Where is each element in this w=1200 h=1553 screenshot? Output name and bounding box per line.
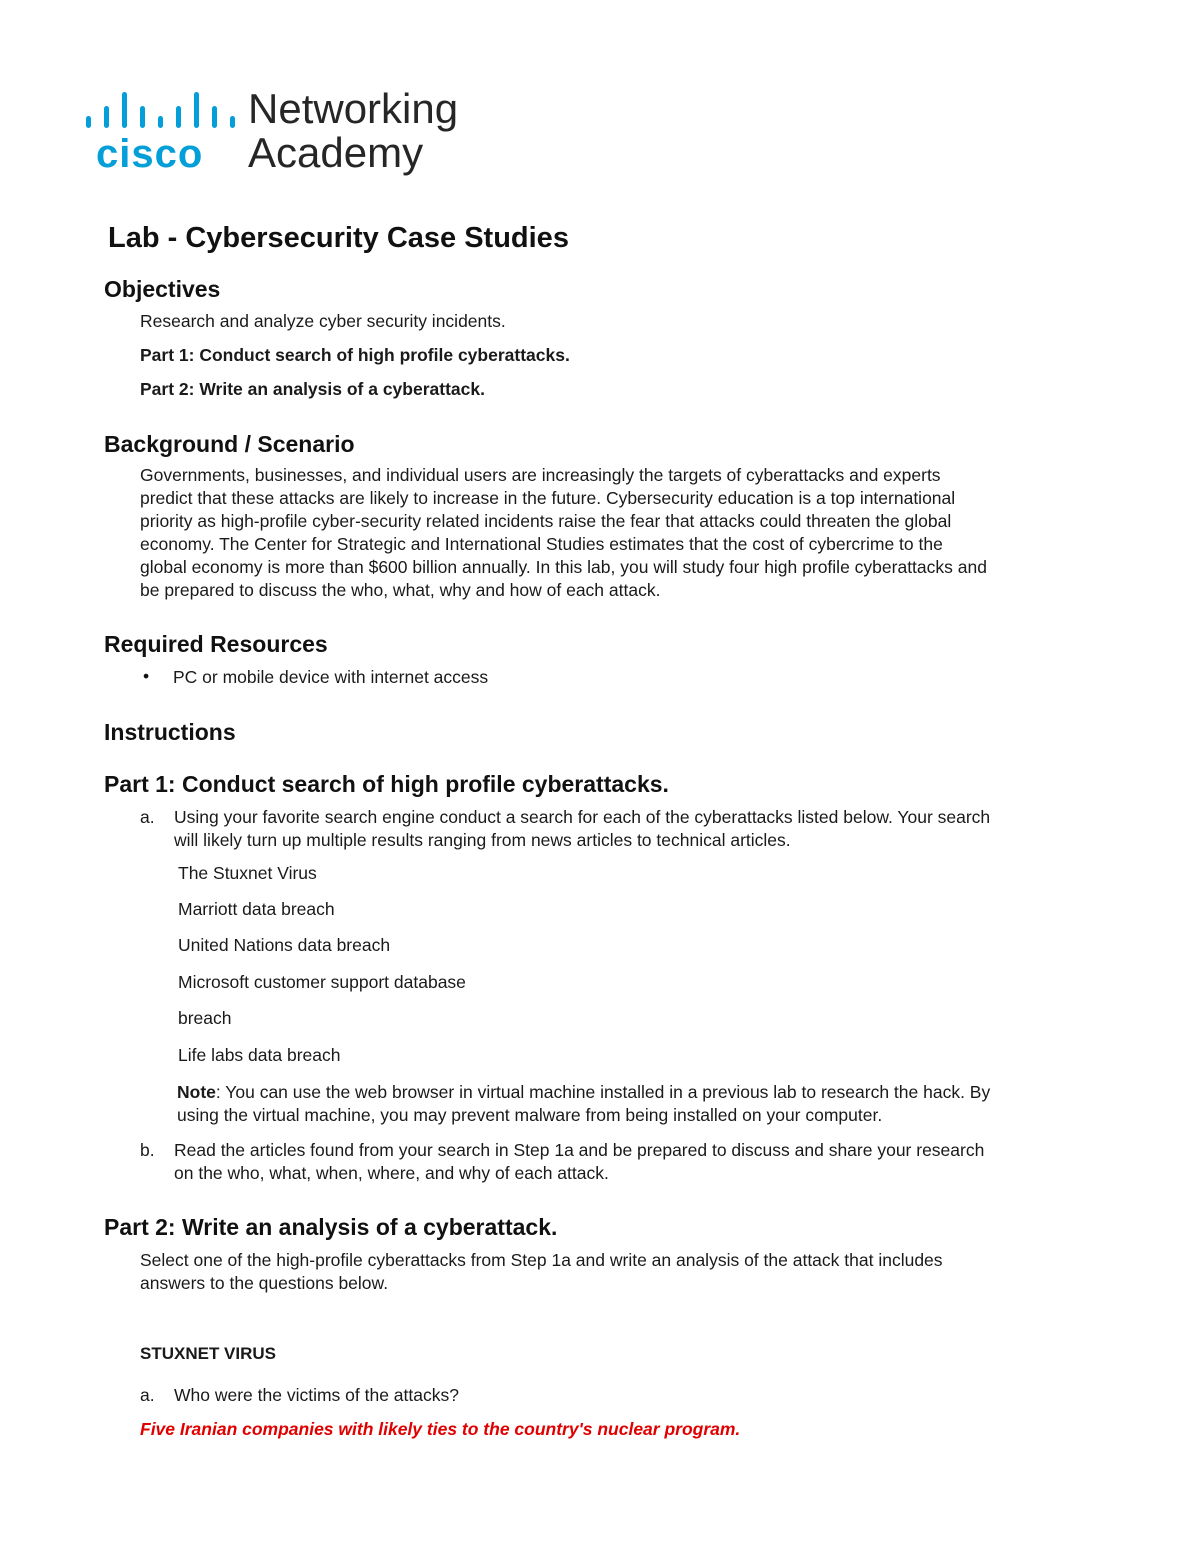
answer-text: Five Iranian companies with likely ties to the country's nuclear program. xyxy=(140,1419,741,1439)
part2-line: answers to the questions below. xyxy=(140,1273,389,1293)
background-line: economy. The Center for Strategic and International Studies estimates that the cost of cybercrime to the xyxy=(140,534,943,554)
attack-item: Microsoft customer support database xyxy=(178,972,466,992)
objectives-part2: Part 2: Write an analysis of a cyberattack. xyxy=(140,379,485,399)
step-b-marker: b. xyxy=(140,1140,155,1160)
attack-item: Life labs data breach xyxy=(178,1045,341,1065)
background-paragraph xyxy=(140,464,1100,602)
note-text: : You can use the web browser in virtual machine installed in a previous lab to research the hack. By xyxy=(215,1082,991,1102)
note-label: Note xyxy=(177,1082,216,1102)
step-b-text xyxy=(174,1139,1104,1185)
cisco-networking-academy-logo xyxy=(84,86,474,181)
resources-heading: Required Resources xyxy=(104,631,328,657)
question-text: Who were the victims of the attacks? xyxy=(174,1385,459,1405)
note-paragraph xyxy=(177,1081,1107,1127)
bullet-icon: • xyxy=(143,666,150,686)
attack-item: United Nations data breach xyxy=(178,935,391,955)
attack-item: Marriott data breach xyxy=(178,899,335,919)
step-a-line: will likely turn up multiple results ranging from news articles to technical articles. xyxy=(174,830,791,850)
step-b-line: Read the articles found from your search in Step 1a and be prepared to discuss and share your research xyxy=(174,1140,985,1160)
objectives-part1: Part 1: Conduct search of high profile cyberattacks. xyxy=(140,345,570,365)
part1-heading: Part 1: Conduct search of high profile cyberattacks. xyxy=(104,771,669,797)
step-b-line: on the who, what, when, where, and why of each attack. xyxy=(174,1163,609,1183)
background-line: Governments, businesses, and individual users are increasingly the targets of cyberattacks and experts xyxy=(140,465,941,485)
background-line: predict that these attacks are likely to increase in the future. Cybersecurity education is a top international xyxy=(140,488,956,508)
question-marker: a. xyxy=(140,1385,155,1405)
logo-line-networking: Networking xyxy=(248,85,459,132)
attack-item: The Stuxnet Virus xyxy=(178,863,317,883)
background-line: be prepared to discuss the who, what, why and how of each attack. xyxy=(140,580,661,600)
background-line: priority as high-profile cyber-security related incidents raise the fear that attacks could threaten the global xyxy=(140,511,952,531)
instructions-heading: Instructions xyxy=(104,719,236,745)
step-a-text xyxy=(174,806,1104,852)
background-line: global economy is more than $600 billion annually. In this lab, you will study four high profile cyberattacks and xyxy=(140,557,987,577)
cisco-bars-icon xyxy=(86,90,236,128)
step-a-marker: a. xyxy=(140,807,155,827)
resource-item: PC or mobile device with internet access xyxy=(173,667,489,687)
objectives-intro: Research and analyze cyber security incidents. xyxy=(140,311,506,331)
page-title: Lab - Cybersecurity Case Studies xyxy=(108,222,569,254)
objectives-heading: Objectives xyxy=(104,276,221,302)
attack-item: breach xyxy=(178,1008,232,1028)
note-text-line2: using the virtual machine, you may prevent malware from being installed on your computer. xyxy=(177,1105,883,1125)
part2-paragraph xyxy=(140,1249,1100,1295)
part2-heading: Part 2: Write an analysis of a cyberattack. xyxy=(104,1214,558,1240)
part2-line: Select one of the high-profile cyberattacks from Step 1a and write an analysis of the attack that includes xyxy=(140,1250,943,1270)
logo-line-academy: Academy xyxy=(248,129,424,176)
cisco-wordmark: cisco xyxy=(96,132,204,176)
background-heading: Background / Scenario xyxy=(104,431,355,457)
step-a-line: Using your favorite search engine conduct a search for each of the cyberattacks listed below. Your search xyxy=(174,807,991,827)
stuxnet-subheading: STUXNET VIRUS xyxy=(140,1344,277,1363)
